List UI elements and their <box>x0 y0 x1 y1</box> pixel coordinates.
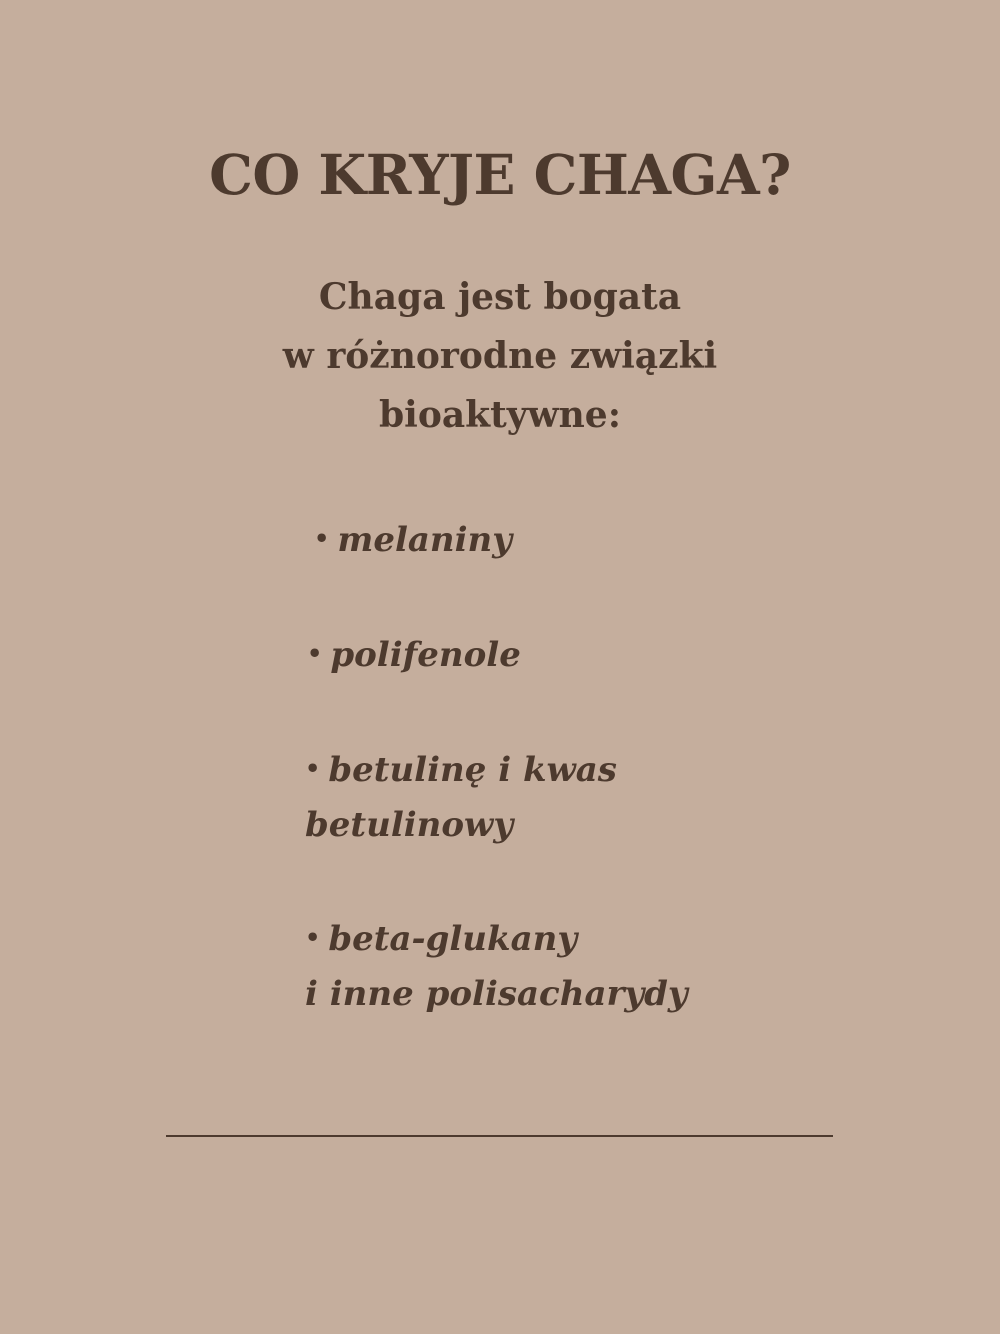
bullet-icon: • <box>305 754 321 783</box>
intro-line-3: bioaktywne: <box>378 394 622 436</box>
bullet-icon: • <box>307 639 323 668</box>
list-item-text: polifenole <box>330 635 521 675</box>
list-item-line <box>314 511 512 568</box>
intro-text <box>0 268 1000 445</box>
list-item-line <box>307 626 521 683</box>
divider <box>166 1135 833 1137</box>
list-item <box>307 626 521 683</box>
intro-line-2: w różnorodne związki <box>282 335 718 377</box>
list-item-text: betulinę i kwas <box>328 750 617 790</box>
list-item <box>314 511 512 568</box>
list-item <box>305 741 617 853</box>
bullet-icon: • <box>314 524 330 553</box>
list-item <box>305 910 688 1022</box>
list-item-text: beta-glukany <box>328 919 578 959</box>
intro-line-1: Chaga jest bogata <box>318 276 682 318</box>
list-item-continuation: betulinowy <box>305 805 514 845</box>
page-title: CO KRYJE CHAGA? <box>209 142 791 207</box>
list-item-text: melaniny <box>337 520 513 560</box>
list-item-line <box>305 741 617 798</box>
list-item-line <box>305 910 688 967</box>
list-item-continuation: i inne polisacharydy <box>305 974 688 1014</box>
bullet-icon: • <box>305 923 321 952</box>
